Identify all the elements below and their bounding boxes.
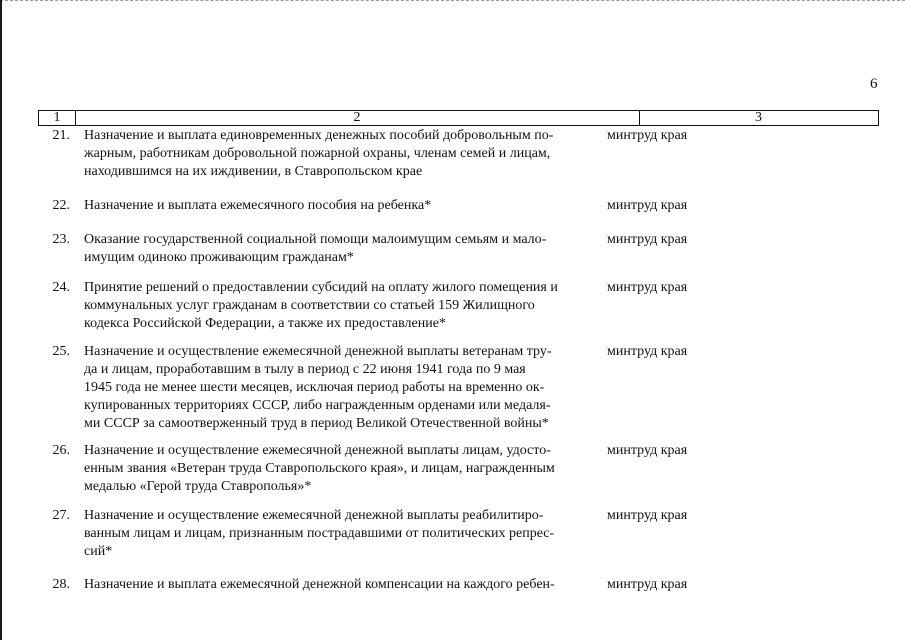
row-text: Назначение и выплата единовременных денежных пособий добровольным по- жарным, работникам добровольной пожарной охраны, членам семей и лицам, находившимся на их иждивении, в Ставропольском крае bbox=[84, 128, 554, 179]
table-header bbox=[38, 110, 879, 126]
page-left-edge bbox=[0, 0, 2, 640]
header-col-3: 3 bbox=[755, 110, 762, 125]
row-authority: минтруд края bbox=[607, 128, 688, 143]
row-text: Назначение и выплата ежемесячного пособия на ребенка* bbox=[84, 198, 432, 213]
header-col-1: 1 bbox=[39, 111, 76, 125]
row-authority: минтруд края bbox=[607, 508, 688, 523]
header-col-2: 2 bbox=[75, 111, 640, 125]
row-number: 23. bbox=[52, 232, 70, 247]
row-text: Назначение и выплата ежемесячной денежной компенсации на каждого ребен- bbox=[84, 577, 555, 592]
row-number: 21. bbox=[52, 128, 70, 143]
row-authority: минтруд края bbox=[607, 232, 688, 247]
row-number: 24. bbox=[52, 280, 70, 295]
row-number: 28. bbox=[52, 577, 70, 592]
row-text: Оказание государственной социальной помощи малоимущим семьям и мало- имущим одиноко проживающим гражданам* bbox=[84, 232, 547, 265]
row-text: Назначение и осуществление ежемесячной денежной выплаты ветеранам тру- да и лицам, проработавшим в тылу в период с 22 июня 1941 года по 9 мая 1945 года не менее шести месяцев, исключая период работы на временно ок- купированных территориях СССР, либо награжденным орденами или медаля- ми СССР за самоотверженный труд в период Великой Отечественной войны* bbox=[84, 344, 552, 431]
row-number: 26. bbox=[52, 443, 70, 458]
row-authority: минтруд края bbox=[607, 344, 688, 359]
row-authority: минтруд края bbox=[607, 280, 688, 295]
row-number: 25. bbox=[52, 344, 70, 359]
row-number: 27. bbox=[52, 508, 70, 523]
page-number: 6 bbox=[870, 76, 878, 92]
row-text: Назначение и осуществление ежемесячной денежной выплаты лицам, удосто- енным звания «Ветеран труда Ставропольского края», и лицам, награжденным медалью «Герой труда Ставрополья»* bbox=[84, 443, 555, 494]
row-authority: минтруд края bbox=[607, 443, 688, 458]
row-authority: минтруд края bbox=[607, 577, 688, 592]
page-top-edge bbox=[0, 0, 905, 1]
row-text: Назначение и осуществление ежемесячной денежной выплаты реабилитиро- ванным лицам и лицам, признанным пострадавшими от политических репрес- сий* bbox=[84, 508, 555, 559]
row-text: Принятие решений о предоставлении субсидий на оплату жилого помещения и коммунальных услуг гражданам в соответствии со статьей 159 Жилищного кодекса Российской Федерации, а также их предоставление* bbox=[84, 280, 558, 331]
row-number: 22. bbox=[52, 198, 70, 213]
row-authority: минтруд края bbox=[607, 198, 688, 213]
